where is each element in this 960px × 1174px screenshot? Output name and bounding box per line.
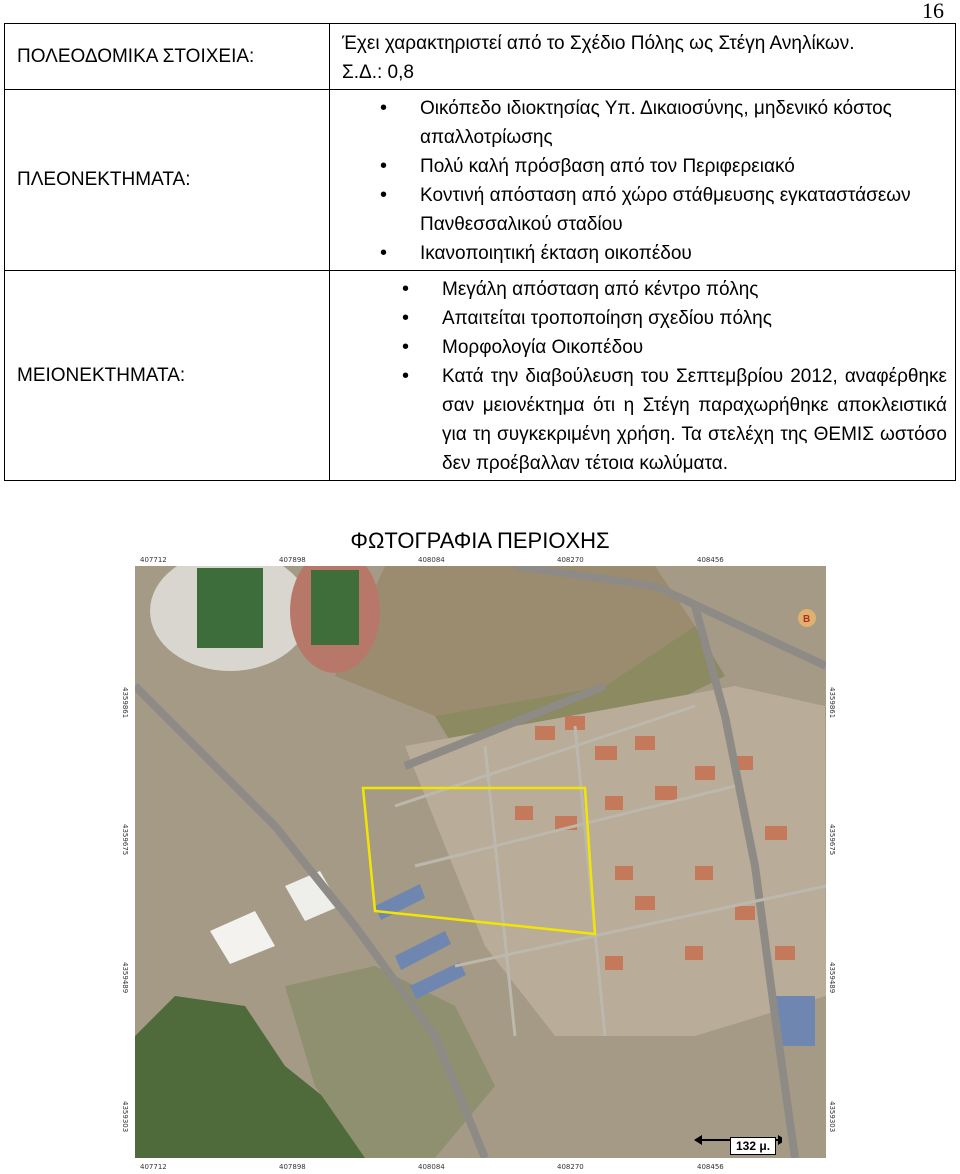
urban-label: ΠΟΛΕΟΔΟΜΙΚΑ ΣΤΟΙΧΕΙΑ: [5, 24, 330, 90]
site-info-table [4, 23, 956, 481]
cons-content [330, 271, 956, 481]
x-coord-bottom: 408456 [697, 1163, 724, 1171]
x-coord-top: 408270 [557, 556, 584, 564]
y-coord-right: 4359675 [828, 824, 836, 856]
y-coord-right: 4359489 [828, 962, 836, 994]
pros-item: • Κοντινή απόσταση από χώρο στάθμευσης εγκαταστάσεων Πανθεσσαλικού σταδίου [342, 181, 947, 239]
x-coord-bottom: 408270 [557, 1163, 584, 1171]
map-marker-letter: B [803, 614, 811, 625]
track-pitch [311, 570, 359, 645]
stadium-pitch [197, 568, 263, 648]
urban-line-2: Σ.Δ.: 0,8 [342, 61, 414, 83]
photo-title: ΦΩΤΟΓΡΑΦΙΑ ΠΕΡΙΟΧΗΣ [350, 528, 610, 553]
pros-list [342, 94, 947, 268]
page-number: 16 [922, 0, 944, 23]
urban-line-1: Έχει χαρακτηριστεί από το Σχέδιο Πόλης ως Στέγη Ανηλίκων. [342, 32, 855, 54]
pros-item: • Πολύ καλή πρόσβαση από τον Περιφερειακό [342, 152, 947, 181]
urban-row [5, 24, 956, 90]
aerial-photo-drawing [135, 566, 826, 1158]
x-coord-bottom: 407712 [140, 1163, 167, 1171]
y-coord-left: 4359675 [121, 824, 129, 856]
cons-item: • Μορφολογία Οικοπέδου [342, 333, 947, 362]
cons-item: • Κατά την διαβούλευση του Σεπτεμβρίου 2012, αναφέρθηκε σαν μειονέκτημα ότι η Στέγη παραχωρήθηκε αποκλειστικά για τη συγκεκριμένη χρήση. Τα στελέχη της ΘΕΜΙΣ ωστόσο δεν προέβαλλαν τέτοια κωλύματα. [342, 362, 947, 478]
pros-item: • Οικόπεδο ιδιοκτησίας Υπ. Δικαιοσύνης, μηδενικό κόστος απαλλοτρίωσης [342, 94, 947, 152]
x-coord-bottom: 407898 [279, 1163, 306, 1171]
cons-label: ΜΕΙΟΝΕΚΤΗΜΑΤΑ: [5, 271, 330, 481]
cons-row [5, 271, 956, 481]
x-coord-top: 407712 [140, 556, 167, 564]
x-coord-top: 407898 [279, 556, 306, 564]
cons-item: • Μεγάλη απόσταση από κέντρο πόλης [342, 275, 947, 304]
pros-item: • Ικανοποιητική έκταση οικοπέδου [342, 239, 947, 268]
x-coord-top: 408084 [418, 556, 445, 564]
y-coord-left: 4359489 [121, 962, 129, 994]
pros-content [330, 90, 956, 271]
y-coord-right: 4359303 [828, 1101, 836, 1133]
y-coord-left: 4359861 [121, 687, 129, 719]
aerial-photo [135, 566, 826, 1158]
pros-label: ΠΛΕΟΝΕΚΤΗΜΑΤΑ: [5, 90, 330, 271]
scale-label: 132 μ. [730, 1137, 776, 1155]
pros-row [5, 90, 956, 271]
y-coord-right: 4359861 [828, 687, 836, 719]
x-coord-bottom: 408084 [418, 1163, 445, 1171]
y-coord-left: 4359303 [121, 1101, 129, 1133]
x-coord-top: 408456 [697, 556, 724, 564]
cons-item: • Απαιτείται τροποποίηση σχεδίου πόλης [342, 304, 947, 333]
cons-list [342, 275, 947, 478]
urban-content [330, 24, 956, 90]
